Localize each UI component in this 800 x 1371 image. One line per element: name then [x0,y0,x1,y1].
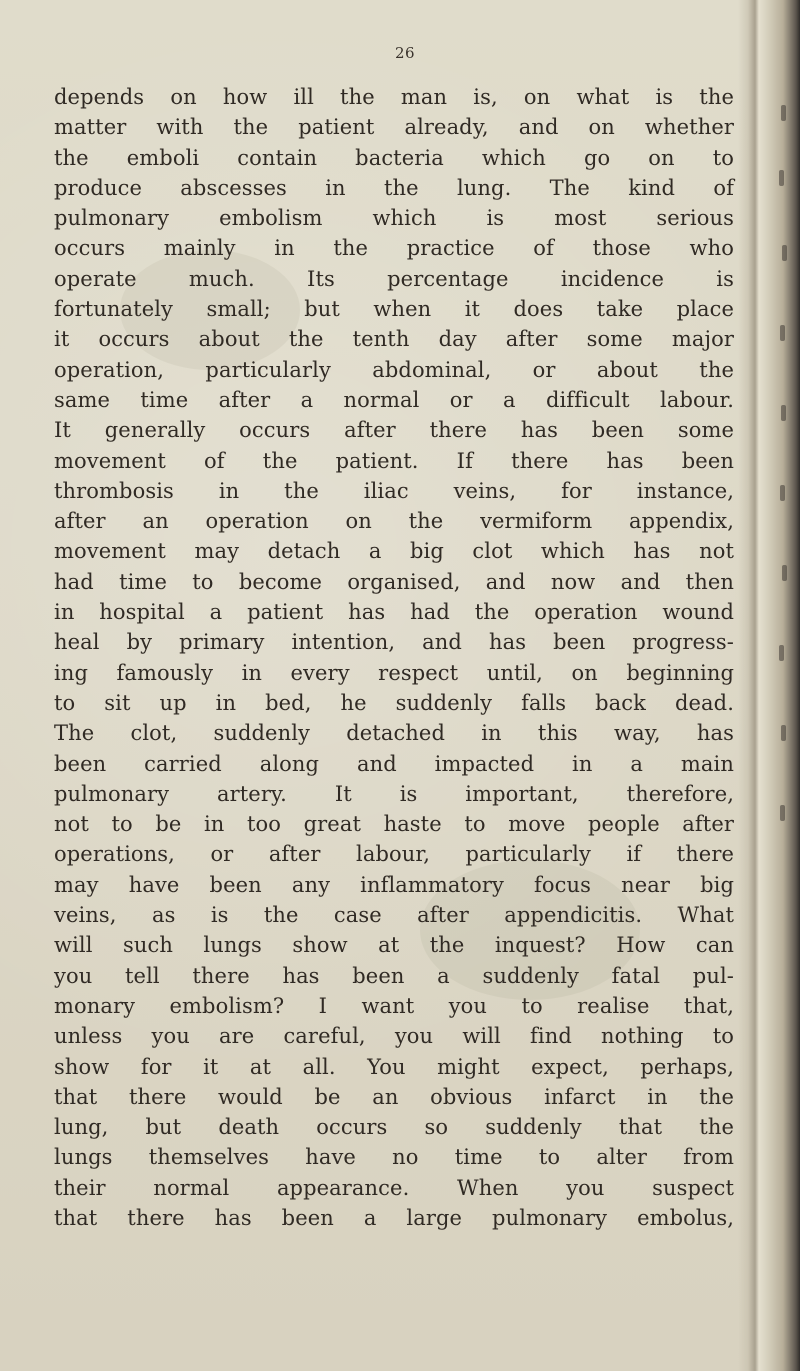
scanned-page-edge [738,0,800,1371]
text-line: monary embolism? I want you to realise that, [54,993,734,1018]
text-line: had time to become organised, and now and then [54,569,734,594]
text-line: operate much. Its percentage incidence is [54,266,734,291]
text-line: operation, particularly abdominal, or about the [54,357,734,382]
text-line: to sit up in bed, he suddenly falls back dead. [54,690,734,715]
edge-mark [780,805,785,821]
edge-mark [782,245,787,261]
text-line: that there would be an obvious infarct in the [54,1084,734,1109]
edge-mark [781,105,786,121]
text-line: you tell there has been a suddenly fatal pul- [54,963,734,988]
text-line: The clot, suddenly detached in this way, has [54,721,734,746]
text-line: depends on how ill the man is, on what is the [54,85,734,109]
edge-mark [781,405,786,421]
edge-mark [781,725,786,741]
text-line: lung, but death occurs so suddenly that the [54,1115,734,1140]
text-line: ing famously in every respect until, on beginning [54,660,734,685]
text-line: It generally occurs after there has been some [54,418,734,443]
text-line: that there has been a large pulmonary embolus, [54,1205,734,1230]
text-line: movement may detach a big clot which has not [54,539,734,564]
text-line: show for it at all. You might expect, perhaps, [54,1054,734,1079]
text-line: operations, or after labour, particularly if there [54,842,734,867]
body-text [54,82,734,1233]
text-line: it occurs about the tenth day after some major [54,327,734,352]
text-line: movement of the patient. If there has been [54,448,734,473]
text-line: will such lungs show at the inquest? How can [54,933,734,958]
edge-mark [780,325,785,341]
text-line: matter with the patient already, and on whether [54,115,734,140]
text-line: pulmonary embolism which is most serious [54,206,734,231]
text-line: produce abscesses in the lung. The kind of [54,175,734,200]
text-line: heal by primary intention, and has been progress- [54,630,734,655]
text-line: may have been any inflammatory focus near big [54,872,734,897]
text-line: the emboli contain bacteria which go on to [54,145,734,170]
edge-mark [779,170,784,186]
text-line: their normal appearance. When you suspect [54,1175,734,1200]
text-line: after an operation on the vermiform appendix, [54,509,734,534]
text-line: pulmonary artery. It is important, therefore, [54,781,734,806]
text-line: in hospital a patient has had the operation wound [54,600,734,625]
edge-mark [779,645,784,661]
edge-mark [782,565,787,581]
page-number: 26 [395,44,416,62]
text-line: occurs mainly in the practice of those who [54,236,734,261]
text-line: been carried along and impacted in a main [54,751,734,776]
text-line: fortunately small; but when it does take place [54,297,734,322]
text-line: lungs themselves have no time to alter from [54,1145,734,1170]
text-line: veins, as is the case after appendicitis. What [54,903,734,928]
text-line: unless you are careful, you will find nothing to [54,1024,734,1049]
edge-mark [780,485,785,501]
text-line: same time after a normal or a difficult labour. [54,387,734,412]
text-line: not to be in too great haste to move people after [54,812,734,837]
text-line: thrombosis in the iliac veins, for instance, [54,478,734,503]
